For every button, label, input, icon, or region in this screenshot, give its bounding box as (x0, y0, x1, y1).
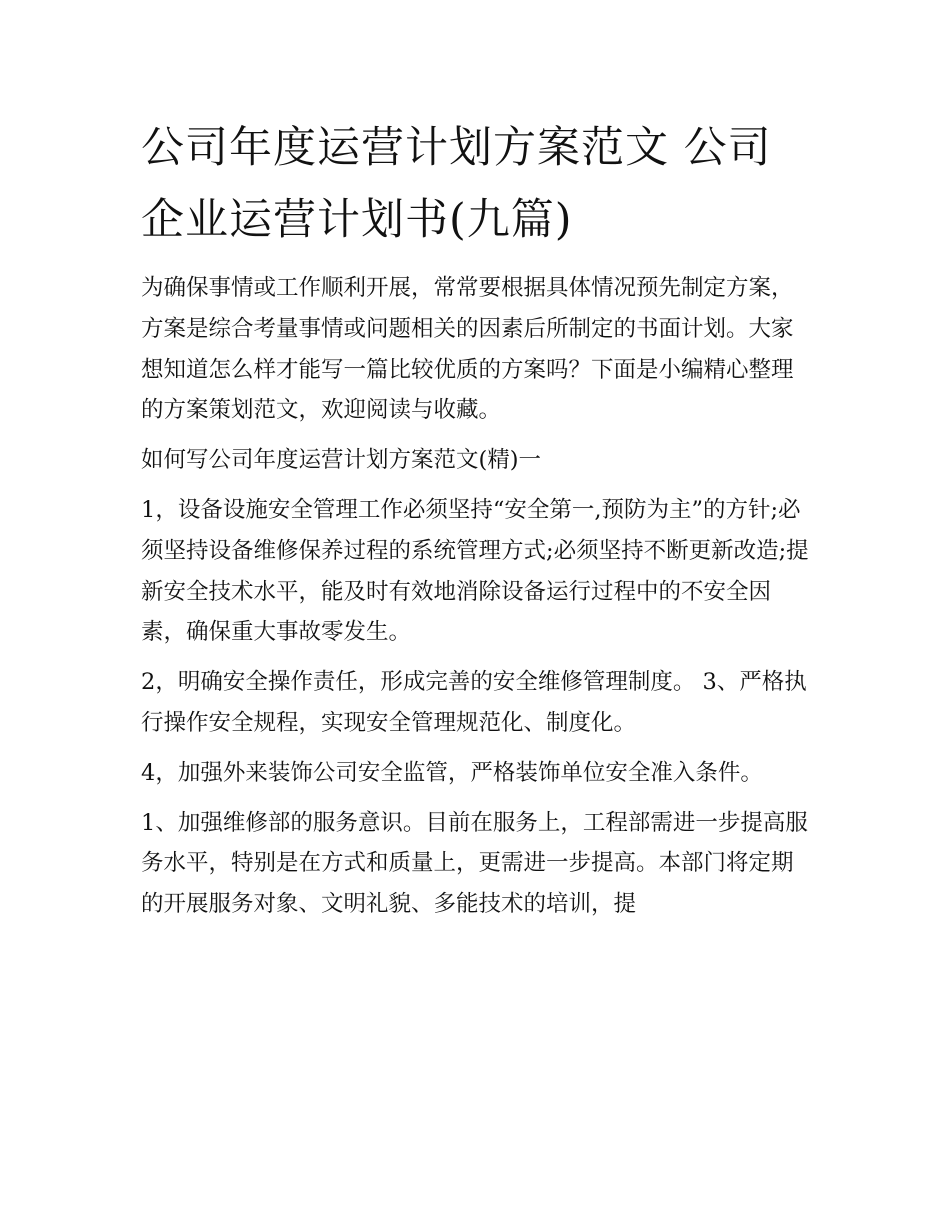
paragraph-service-1: 1、加强维修部的服务意识。目前在服务上，工程部需进一步提高服务水平，特别是在方式和质量上，更需进一步提高。本部门将定期的开展服务对象、文明礼貌、多能技术的培训，提 (141, 809, 808, 918)
paragraph-item-2: 2，明确安全操作责任，形成完善的安全维修管理制度。 3、严格执行操作安全规程，实现安全管理规范化、制度化。 (141, 669, 807, 736)
document-page (141, 112, 813, 925)
section-heading: 如何写公司年度运营计划方案范文(精)一 (141, 447, 542, 474)
document-title: 公司年度运营计划方案范文 公司企业运营计划书(九篇) (141, 123, 772, 245)
intro-paragraph: 为确保事情或工作顺利开展，常常要根据具体情况预先制定方案，方案是综合考量事情或问题相关的因素后所制定的书面计划。大家想知道怎么样才能写一篇比较优质的方案吗？下面是小编精心整理的方案策划范文，欢迎阅读与收藏。 (141, 275, 794, 424)
paragraph-item-4: 4，加强外来装饰公司安全监管，严格装饰单位安全准入条件。 (141, 759, 763, 786)
paragraph-item-1: 1，设备设施安全管理工作必须坚持“安全第一,预防为主”的方针;必须坚持设备维修保养过程的系统管理方式;必须坚持不断更新改造;提新安全技术水平，能及时有效地消除设备运行过程中的不安全因素，确保重大事故零发生。 (141, 496, 809, 646)
